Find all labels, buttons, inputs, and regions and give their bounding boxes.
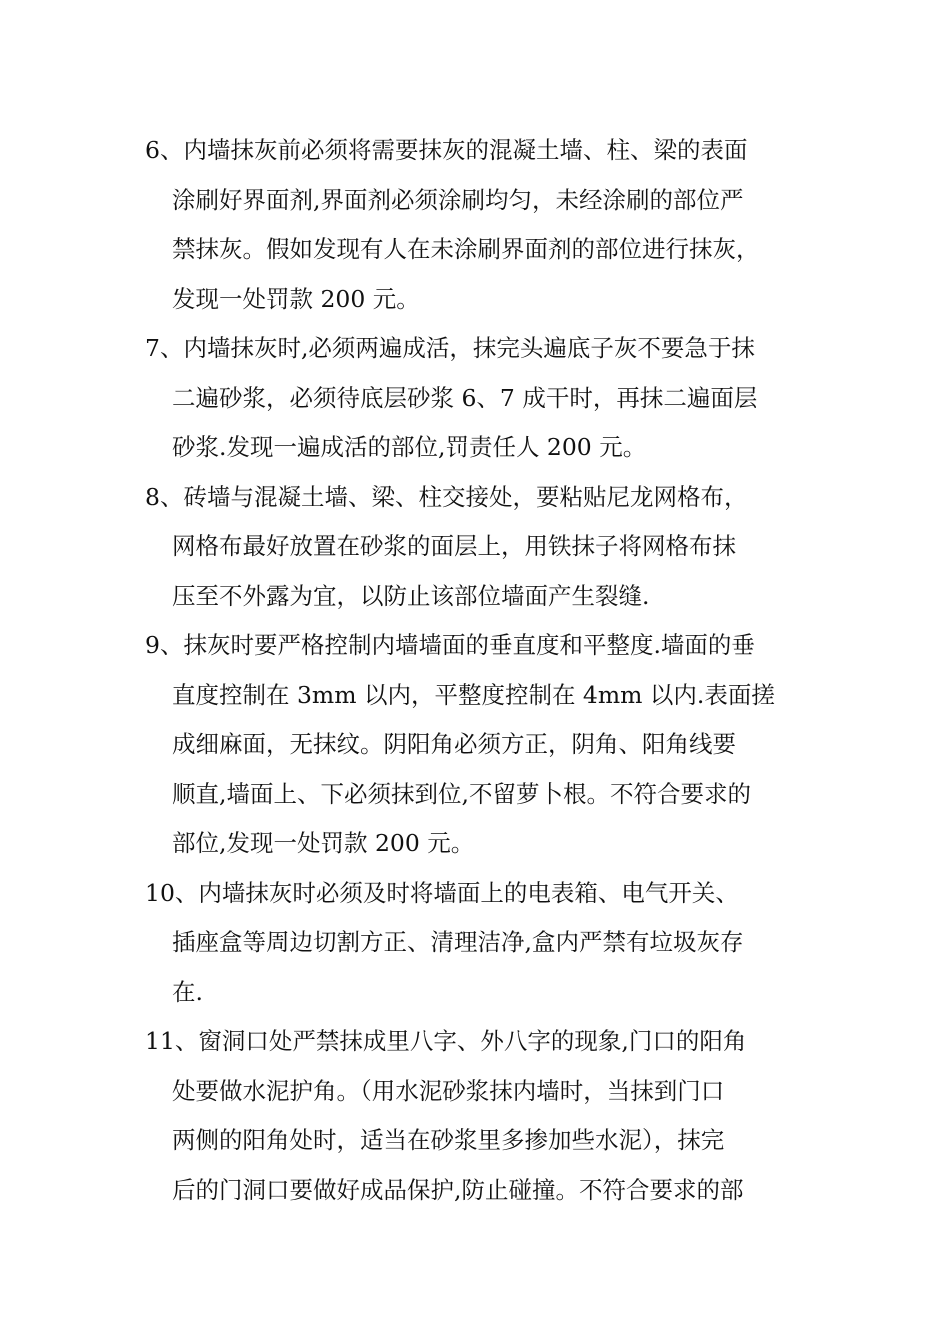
clause-6-line-2: 涂刷好界面剂,界面剂必须涂刷均匀，未经涂刷的部位严: [172, 185, 744, 214]
clause-10: [145, 869, 820, 1018]
clause-6-line-3: 禁抹灰。假如发现有人在未涂刷界面剂的部位进行抹灰，: [172, 235, 760, 263]
clause-9-line-2: 直度控制在 3mm 以内，平整度控制在 4mm 以内.表面搓: [172, 680, 775, 709]
clause-11-line-1: 11、窗洞口处严禁抹成里八字、外八字的现象,门口的阳角: [145, 1027, 747, 1055]
clause-9: [145, 621, 820, 869]
clause-11-line-3: 两侧的阳角处时，适当在砂浆里多掺加些水泥），抹完: [172, 1126, 725, 1154]
clause-9-line-4: 顺直,墙面上、下必须抹到位,不留萝卜根。不符合要求的: [172, 779, 751, 808]
clause-11: [145, 1017, 820, 1215]
document-body: [145, 126, 820, 1215]
clause-8: [145, 473, 820, 622]
clause-11-line-2: 处要做水泥护角。（用水泥砂浆抹内墙时，当抹到门口: [172, 1076, 725, 1105]
clause-7-line-3: 砂浆.发现一遍成活的部位,罚责任人 200 元。: [172, 433, 647, 461]
clause-8-line-1: 8、砖墙与混凝土墙、梁、柱交接处，要粘贴尼龙网格布，: [145, 482, 748, 511]
clause-10-line-1: 10、内墙抹灰时必须及时将墙面上的电表箱、电气开关、: [145, 878, 739, 907]
clause-8-line-3: 压至不外露为宜，以防止该部位墙面产生裂缝.: [172, 581, 650, 610]
clause-11-line-4: 后的门洞口要做好成品保护,防止碰撞。不符合要求的部: [172, 1175, 744, 1204]
clause-8-line-2: 网格布最好放置在砂浆的面层上，用铁抹子将网格布抹: [172, 532, 736, 560]
clause-6-line-4: 发现一处罚款 200 元。: [172, 284, 420, 313]
clause-10-line-2: 插座盒等周边切割方正、清理洁净,盒内严禁有垃圾灰存: [172, 928, 744, 956]
clause-9-line-1: 9、抹灰时要严格控制内墙墙面的垂直度和平整度.墙面的垂: [145, 631, 755, 659]
clause-6: [145, 126, 820, 324]
clause-7-line-1: 7、内墙抹灰时,必须两遍成活，抹完头遍底子灰不要急于抹: [145, 334, 755, 362]
clause-7: [145, 324, 820, 473]
clause-9-line-5: 部位,发现一处罚款 200 元。: [172, 829, 475, 857]
clause-6-line-1: 6、内墙抹灰前必须将需要抹灰的混凝土墙、柱、梁的表面: [145, 136, 748, 164]
clause-9-line-3: 成细麻面，无抹纹。阴阳角必须方正，阴角、阳角线要: [172, 730, 736, 758]
clause-7-line-2: 二遍砂浆，必须待底层砂浆 6、7 成干时，再抹二遍面层: [172, 383, 758, 412]
clause-10-line-3: 在.: [172, 977, 203, 1006]
